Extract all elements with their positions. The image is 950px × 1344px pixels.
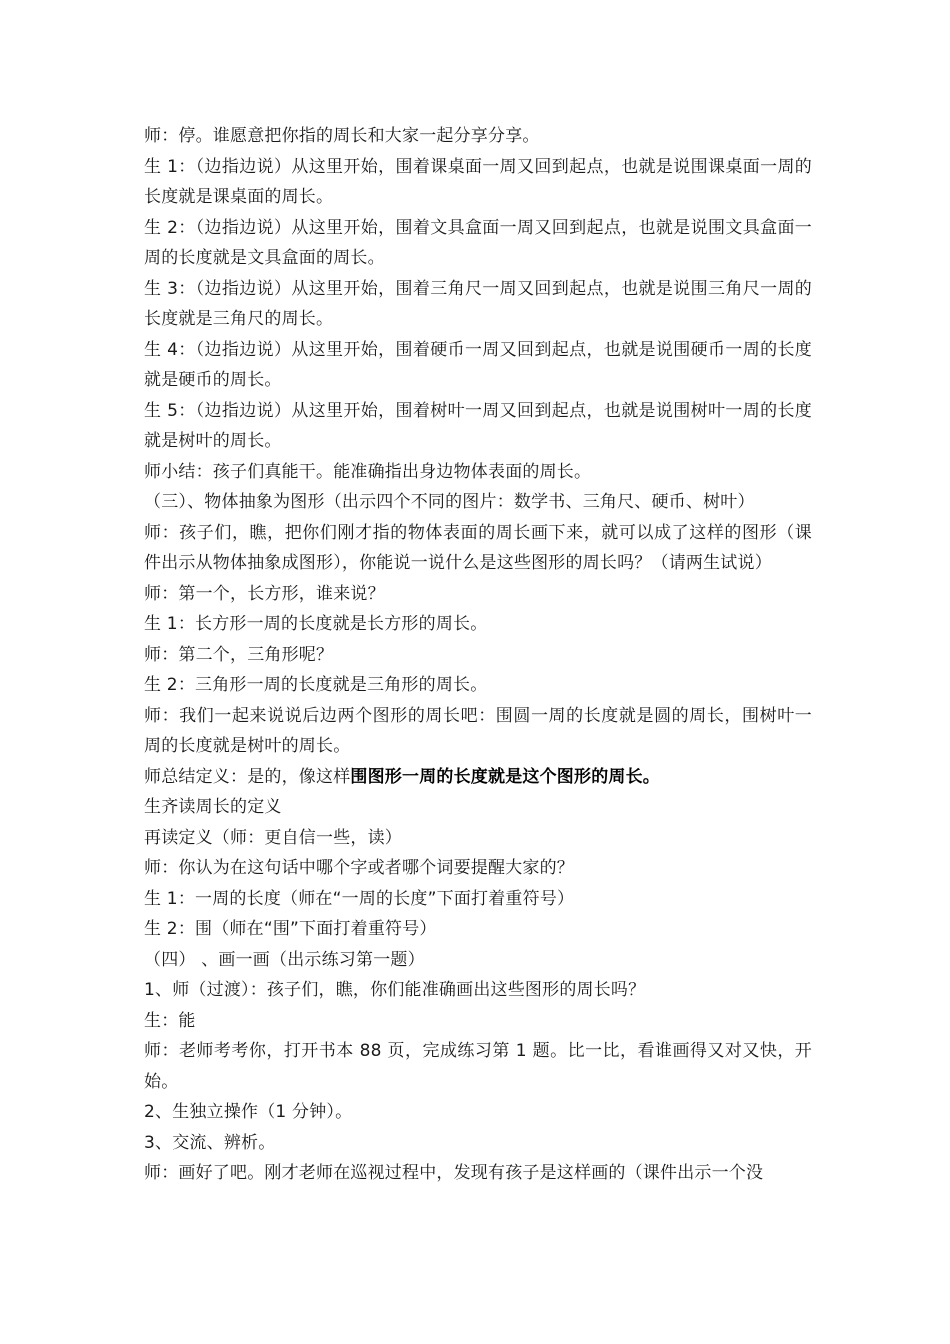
paragraph-20: 生 2：围（师在“围”下面打着重符号） [144, 919, 437, 939]
paragraph-1: 师：停。谁愿意把你指的周长和大家一起分享分享。 [144, 126, 540, 146]
paragraph-2: 生 1：（边指边说）从这里开始，围着课桌面一周又回到起点，也就是说围课桌面一周的长度就是课桌面的周长。 [144, 156, 812, 207]
paragraph-17: 再读定义（师：更自信一些，读） [144, 827, 402, 848]
paragraph-18: 师：你认为在这句话中哪个字或者哪个词要提醒大家的？ [144, 858, 574, 878]
paragraph-23: 生：能 [144, 1010, 196, 1031]
definition-bold-text: 围图形一周的长度就是这个图形的周长。 [350, 766, 661, 787]
paragraph-4: 生 3：（边指边说）从这里开始，围着三角尺一周又回到起点，也就是说围三角尺一周的长度就是三角尺的周长。 [144, 278, 812, 329]
paragraph-27: 师：画好了吧。刚才老师在巡视过程中，发现有孩子是这样画的（课件出示一个没 [144, 1163, 764, 1183]
document-body [144, 121, 812, 1189]
paragraph-12: 师：第二个，三角形呢？ [144, 644, 334, 665]
paragraph-8: （三）、物体抽象为图形（出示四个不同的图片：数学书、三角尺、硬币、树叶） [144, 492, 755, 512]
paragraph-24: 师：老师考考你，打开书本 88 页，完成练习第 1 题。比一比，看谁画得又对又快，开始。 [144, 1041, 812, 1092]
paragraph-7: 师小结：孩子们真能干。能准确指出身边物体表面的周长。 [144, 461, 592, 482]
paragraph-26: 3、交流、辨析。 [144, 1132, 276, 1153]
paragraph-16: 生齐读周长的定义 [144, 797, 282, 817]
paragraph-9: 师：孩子们，瞧，把你们刚才指的物体表面的周长画下来，就可以成了这样的图形（课件出示从物体抽象成图形），你能说一说什么是这些图形的周长吗？（请两生试说） [144, 522, 812, 573]
paragraph-15 [144, 762, 812, 793]
definition-lead-text: 师总结定义：是的，像这样 [144, 766, 351, 787]
paragraph-14: 师：我们一起来说说后边两个图形的周长吧：围圆一周的长度就是圆的周长，围树叶一周的长度就是树叶的周长。 [144, 705, 812, 756]
paragraph-6: 生 5：（边指边说）从这里开始，围着树叶一周又回到起点，也就是说围树叶一周的长度就是树叶的周长。 [144, 400, 812, 451]
paragraph-3: 生 2：（边指边说）从这里开始，围着文具盒面一周又回到起点，也就是说围文具盒面一周的长度就是文具盒面的周长。 [144, 217, 812, 268]
paragraph-21: （四） 、画一画（出示练习第一题） [144, 949, 425, 970]
paragraph-19: 生 1：一周的长度（师在“一周的长度”下面打着重符号） [144, 888, 575, 909]
paragraph-5: 生 4：（边指边说）从这里开始，围着硬币一周又回到起点，也就是说围硬币一周的长度就是硬币的周长。 [144, 339, 812, 390]
paragraph-25: 2、生独立操作（1 分钟）。 [144, 1102, 353, 1122]
paragraph-10: 师：第一个，长方形，谁来说？ [144, 583, 385, 604]
paragraph-13: 生 2：三角形一周的长度就是三角形的周长。 [144, 675, 488, 695]
paragraph-11: 生 1：长方形一周的长度就是长方形的周长。 [144, 614, 488, 634]
paragraph-22: 1、师（过渡）：孩子们，瞧，你们能准确画出这些图形的周长吗？ [144, 980, 646, 1000]
